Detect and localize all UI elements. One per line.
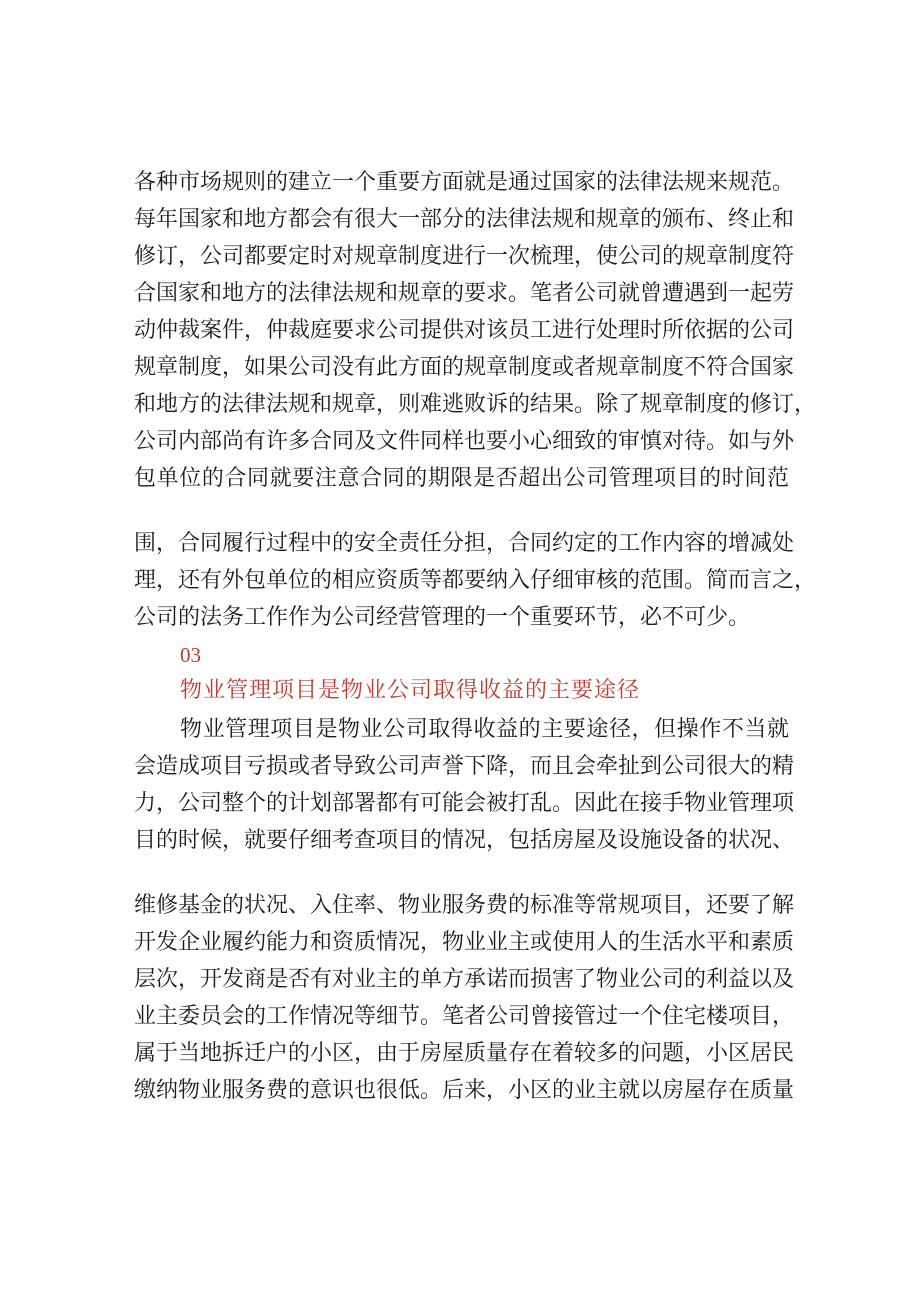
text-line: 公司的法务工作作为公司经营管理的一个重要环节，必不可少。	[134, 605, 751, 630]
text-line: 修订，公司都要定时对规章制度进行一次梳理，使公司的规章制度符	[134, 244, 795, 269]
text-line: 缴纳物业服务费的意识也很低。后来，小区的业主就以房屋存在质量	[134, 1078, 795, 1103]
text-line: 包单位的合同就要注意合同的期限是否超出公司管理项目的时间范	[134, 466, 789, 491]
text-line: 公司内部尚有许多合同及文件同样也要小心细致的审慎对待。如与外	[134, 429, 795, 454]
text-line: 属于当地拆迁户的小区，由于房屋质量存在着较多的问题，小区居民	[134, 1041, 795, 1066]
text-line: 和地方的法律法规和规章，则难逃败诉的结果。除了规章制度的修订，	[134, 392, 817, 417]
text-line: 物业管理项目是物业公司取得收益的主要途径，但操作不当就	[180, 717, 789, 742]
text-line: 各种市场规则的建立一个重要方面就是通过国家的法律法规来规范。	[134, 170, 795, 195]
section-number: 03	[180, 643, 201, 667]
text-line: 层次，开发商是否有对业主的单方承诺而损害了物业公司的利益以及	[134, 967, 795, 992]
text-line: 动仲裁案件，仲裁庭要求公司提供对该员工进行处理时所依据的公司	[134, 318, 795, 343]
text-line: 开发企业履约能力和资质情况，物业业主或使用人的生活水平和素质	[134, 930, 795, 955]
text-line: 合国家和地方的法律法规和规章的要求。笔者公司就曾遭遇到一起劳	[134, 281, 795, 306]
text-line: 业主委员会的工作情况等细节。笔者公司曾接管过一个住宅楼项目，	[134, 1004, 795, 1029]
text-line: 会造成项目亏损或者导致公司声誉下降，而且会牵扯到公司很大的精	[134, 754, 795, 779]
text-line: 理，还有外包单位的相应资质等都要纳入仔细审核的范围。简而言之，	[134, 568, 817, 593]
text-line: 力，公司整个的计划部署都有可能会被打乱。因此在接手物业管理项	[134, 791, 795, 816]
text-line: 围，合同履行过程中的安全责任分担，合同约定的工作内容的增减处	[134, 531, 795, 556]
text-line: 每年国家和地方都会有很大一部分的法律法规和规章的颁布、终止和	[134, 207, 795, 232]
text-line: 目的时候，就要仔细考查项目的情况，包括房屋及设施设备的状况、	[134, 828, 795, 853]
text-line: 维修基金的状况、入住率、物业服务费的标准等常规项目，还要了解	[134, 893, 795, 918]
section-title: 物业管理项目是物业公司取得收益的主要途径	[180, 678, 641, 703]
text-line: 规章制度，如果公司没有此方面的规章制度或者规章制度不符合国家	[134, 355, 795, 380]
